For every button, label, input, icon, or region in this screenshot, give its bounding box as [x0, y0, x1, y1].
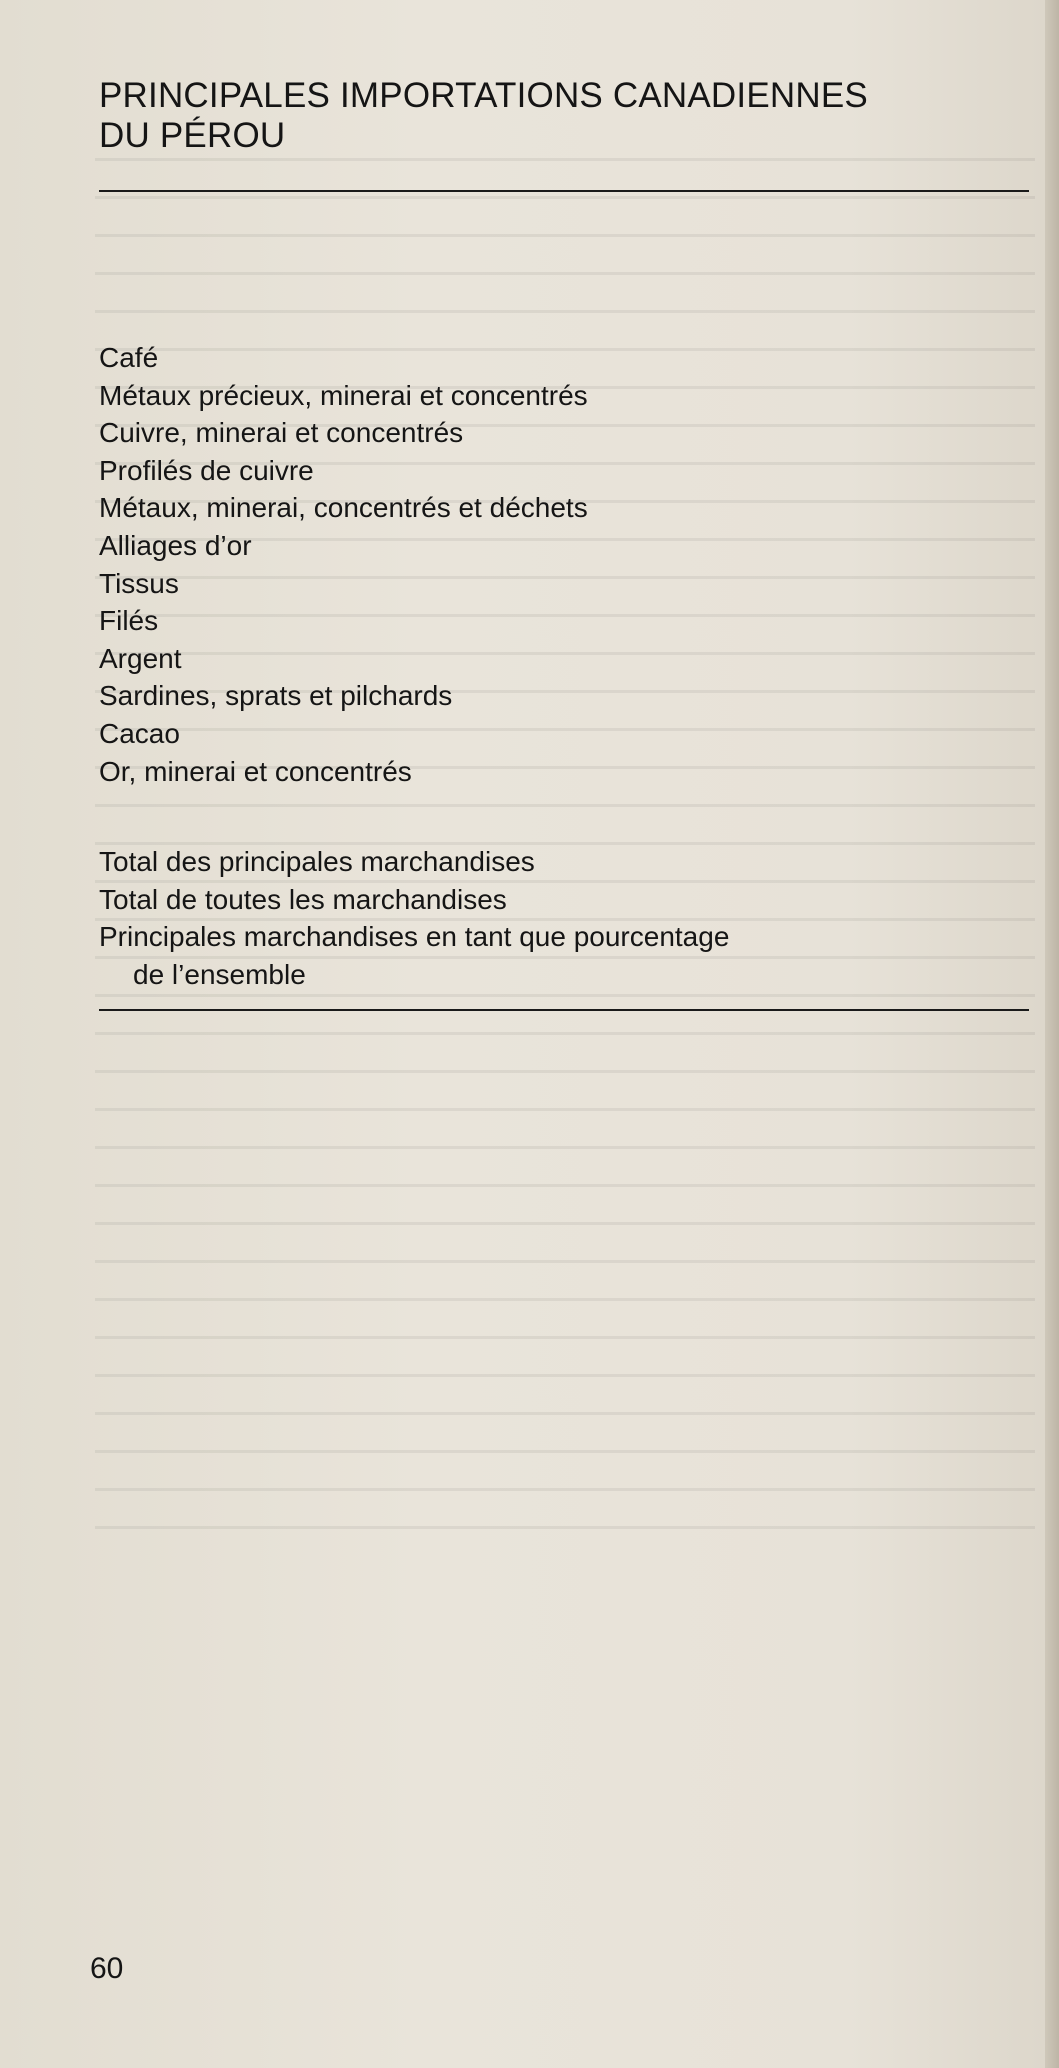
bottom-divider	[99, 1009, 1029, 1011]
title-line-1: PRINCIPALES IMPORTATIONS CANADIENNES	[99, 76, 868, 115]
percentage-label-continued: de l’ensemble	[133, 958, 306, 990]
list-item: Café	[99, 342, 159, 373]
list-item: Profilés de cuivre	[99, 454, 314, 486]
page-number: 60	[90, 1952, 124, 1985]
list-item: Métaux, minerai, concentrés et déchets	[99, 492, 588, 524]
list-item: Métaux précieux, minerai et concentrés	[99, 379, 588, 411]
total-principal: Total des principales marchandises	[99, 846, 535, 877]
page-edge	[1045, 0, 1059, 2068]
totals-list	[99, 843, 999, 993]
total-all: Total de toutes les marchandises	[99, 883, 507, 915]
list-item: Cuivre, minerai et concentrés	[99, 417, 464, 449]
title-line-2: DU PÉROU	[99, 116, 286, 155]
list-item: Alliages d’or	[99, 529, 252, 561]
list-item: Or, minerai et concentrés	[99, 755, 412, 787]
commodity-list	[99, 339, 999, 790]
title-divider	[99, 190, 1029, 192]
list-item: Tissus	[99, 567, 179, 599]
list-item: Cacao	[99, 717, 180, 749]
page-title	[99, 76, 1039, 156]
list-item: Sardines, sprats et pilchards	[99, 680, 453, 712]
list-item: Argent	[99, 642, 182, 674]
list-item: Filés	[99, 605, 159, 637]
percentage-label: Principales marchandises en tant que pourcentage	[99, 921, 730, 953]
